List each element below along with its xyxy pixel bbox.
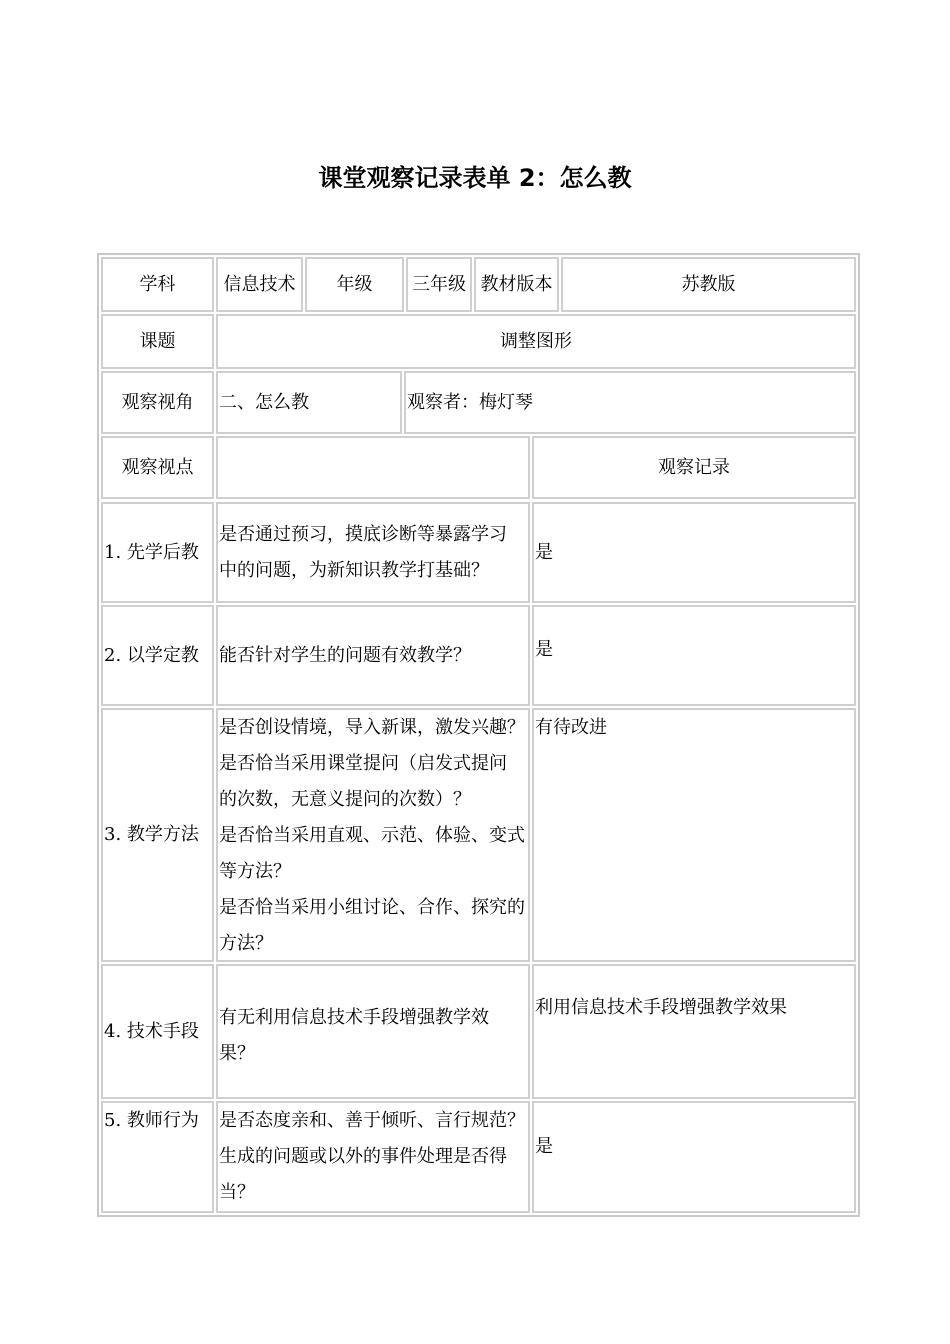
question-line: 是否创设情境，导入新课，激发兴趣？ (219, 717, 525, 738)
question-line: 方法？ (219, 933, 273, 954)
row-point: 4. 技术手段 (101, 964, 214, 1099)
grade-label: 年级 (305, 257, 404, 312)
question-line: 果？ (219, 1042, 255, 1064)
row-question: 能否针对学生的问题有效教学？ (216, 605, 530, 706)
question-line: 中的问题，为新知识教学打基础？ (219, 559, 489, 581)
page-title: 课堂观察记录表单 2：怎么教 (318, 164, 632, 192)
question-line: 等方法？ (219, 861, 291, 882)
question-line: 当？ (219, 1182, 255, 1203)
row-point: 3. 教学方法 (101, 708, 214, 962)
row-record: 是 (532, 605, 856, 706)
row-question (216, 1101, 530, 1213)
row-question (216, 964, 530, 1099)
topic-label: 课题 (101, 314, 214, 369)
question-line: 是否恰当采用小组讨论、合作、探究的 (219, 897, 525, 918)
perspective-value: 二、怎么教 (216, 371, 402, 434)
row-point: 1. 先学后教 (101, 502, 214, 603)
question-line: 有无利用信息技术手段增强教学效 (219, 1006, 489, 1028)
question-line: 是否恰当采用直观、示范、体验、变式 (219, 825, 525, 846)
column-record-label: 观察记录 (532, 436, 856, 499)
subject-value: 信息技术 (216, 257, 303, 312)
question-line: 是否恰当采用课堂提问（启发式提问 (219, 753, 507, 774)
column-point-label: 观察视点 (101, 436, 214, 499)
question-line: 是否通过预习，摸底诊断等暴露学习 (219, 523, 507, 545)
row-record: 有待改进 (532, 708, 856, 962)
topic-value: 调整图形 (216, 314, 856, 369)
question-line: 的次数，无意义提问的次数）？ (219, 789, 471, 810)
row-point: 5. 教师行为 (101, 1101, 214, 1213)
row-point: 2. 以学定教 (101, 605, 214, 706)
row-record: 是 (532, 502, 856, 603)
row-question (216, 708, 530, 962)
perspective-label: 观察视角 (101, 371, 214, 434)
column-question-blank (216, 436, 530, 499)
edition-label: 教材版本 (474, 257, 559, 312)
question-line: 是否态度亲和、善于倾听、言行规范？ (219, 1110, 525, 1131)
observer: 观察者：梅灯琴 (404, 371, 856, 434)
row-record: 是 (532, 1101, 856, 1213)
question-line: 生成的问题或以外的事件处理是否得 (219, 1146, 507, 1167)
grade-value: 三年级 (406, 257, 472, 312)
subject-label: 学科 (101, 257, 214, 312)
edition-value: 苏教版 (561, 257, 856, 312)
row-question (216, 502, 530, 603)
row-record: 利用信息技术手段增强教学效果 (532, 964, 856, 1099)
